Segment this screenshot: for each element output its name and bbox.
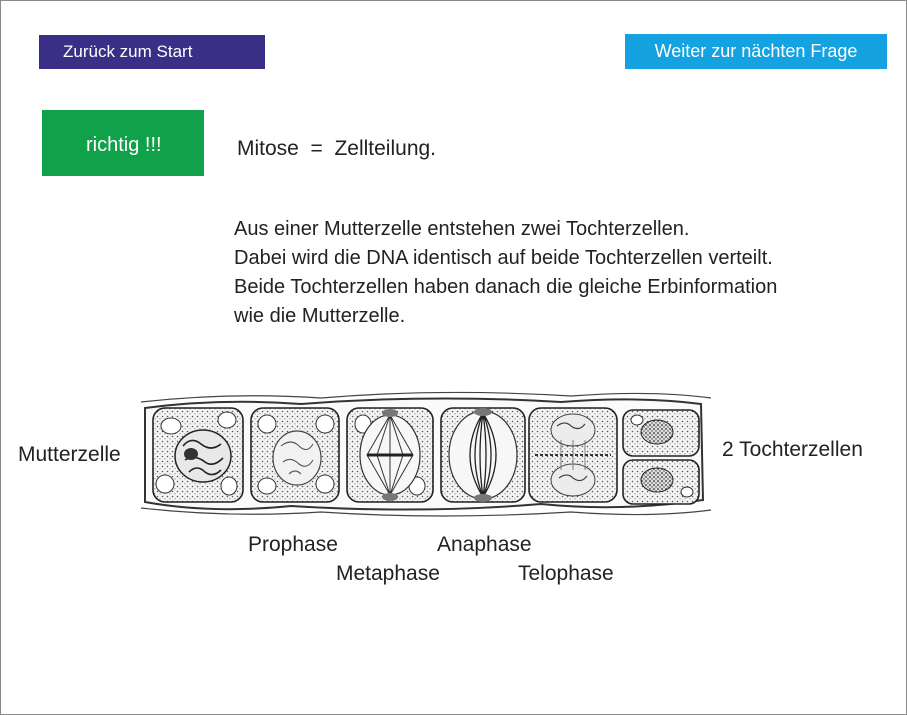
explanation-line: Dabei wird die DNA identisch auf beide Tochterzellen verteilt. <box>234 247 773 269</box>
explanation-line: wie die Mutterzelle. <box>234 305 406 327</box>
cell-prophase <box>251 408 339 502</box>
explanation-line: Aus einer Mutterzelle entstehen zwei Tochterzellen. <box>234 218 690 240</box>
cell-anaphase <box>441 408 525 502</box>
anaphase-label: Anaphase <box>437 533 532 556</box>
telophase-label: Telophase <box>518 562 614 585</box>
mitosis-cell-illustration <box>141 380 711 526</box>
cell-metaphase <box>347 408 433 502</box>
cell-interphase <box>153 408 243 502</box>
cell-telophase <box>529 408 617 502</box>
explanation-line: Beide Tochterzellen haben danach die gleiche Erbinformation <box>234 276 778 298</box>
feedback-badge: richtig !!! <box>42 110 204 176</box>
prophase-label: Prophase <box>248 533 338 556</box>
next-question-button[interactable]: Weiter zur nächten Frage <box>625 34 887 69</box>
back-to-start-button[interactable]: Zurück zum Start <box>39 35 265 69</box>
metaphase-label: Metaphase <box>336 562 440 585</box>
mother-cell-label: Mutterzelle <box>18 443 121 466</box>
explanation-paragraph <box>234 215 777 331</box>
daughter-cells-label: 2 Tochterzellen <box>722 438 863 461</box>
definition-text: Mitose = Zellteilung. <box>237 137 437 160</box>
